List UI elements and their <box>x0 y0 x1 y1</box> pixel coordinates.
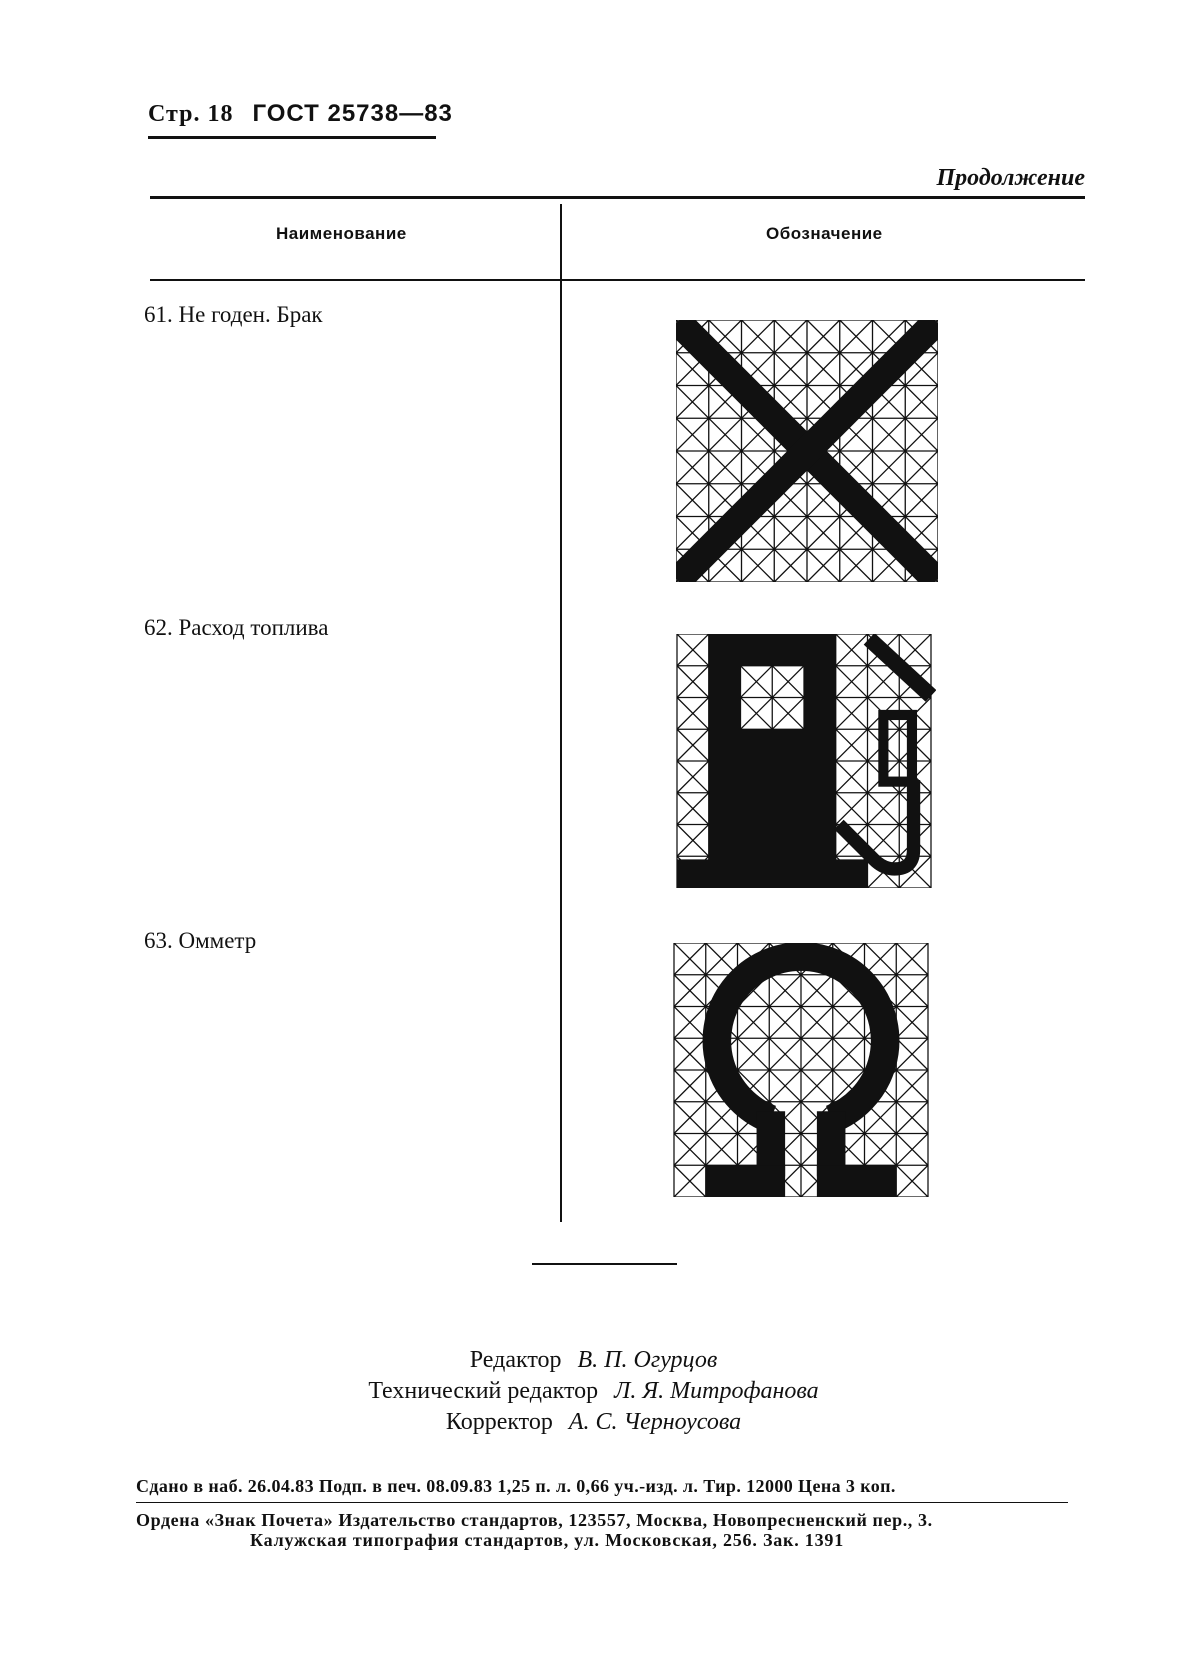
row-name-62: 62. Расход топлива <box>144 615 329 640</box>
row-name-61: 61. Не годен. Брак <box>144 302 323 327</box>
credit-person: Л. Я. Митрофанова <box>614 1378 819 1404</box>
imprint-print-data: Сдано в наб. 26.04.83 Подп. в печ. 08.09.83 1,25 п. л. 0,66 уч.-изд. л. Тир. 12000 Цена 3 коп. <box>136 1476 896 1496</box>
x-cross-symbol <box>676 320 938 582</box>
standard-number: ГОСТ 25738—83 <box>252 100 453 127</box>
credit-proofreader <box>0 1407 1187 1438</box>
credit-person: А. С. Черноусова <box>568 1409 742 1435</box>
column-header-name: Наименование <box>276 224 407 243</box>
credit-editor <box>0 1345 1187 1376</box>
column-header-symbol: Обозначение <box>766 224 883 243</box>
credit-role: Технический редактор <box>368 1378 599 1404</box>
page-number: Стр. 18 <box>148 101 234 127</box>
column-divider <box>560 204 562 1222</box>
credit-person: В. П. Огурцов <box>577 1347 718 1373</box>
credit-role: Редактор <box>469 1347 562 1373</box>
credit-role: Корректор <box>445 1409 553 1435</box>
credits <box>0 1345 1187 1438</box>
continuation-label: Продолжение <box>936 165 1085 191</box>
omega-ohm-symbol <box>670 943 932 1197</box>
row-name-63: 63. Омметр <box>144 928 257 953</box>
table-top-rule <box>150 196 1085 199</box>
imprint-printer: Калужская типография стандартов, ул. Московская, 256. Зак. 1391 <box>250 1530 845 1550</box>
end-rule <box>532 1263 677 1265</box>
header-underline <box>148 136 436 139</box>
page-header <box>148 100 453 128</box>
table-header-rule <box>150 279 1085 281</box>
credit-tech-editor <box>0 1376 1187 1407</box>
imprint-publisher: Ордена «Знак Почета» Издательство стандартов, 123557, Москва, Новопресненский пер., 3. <box>136 1510 933 1530</box>
fuel-pump-symbol <box>672 634 936 888</box>
imprint-rule <box>136 1502 1068 1503</box>
